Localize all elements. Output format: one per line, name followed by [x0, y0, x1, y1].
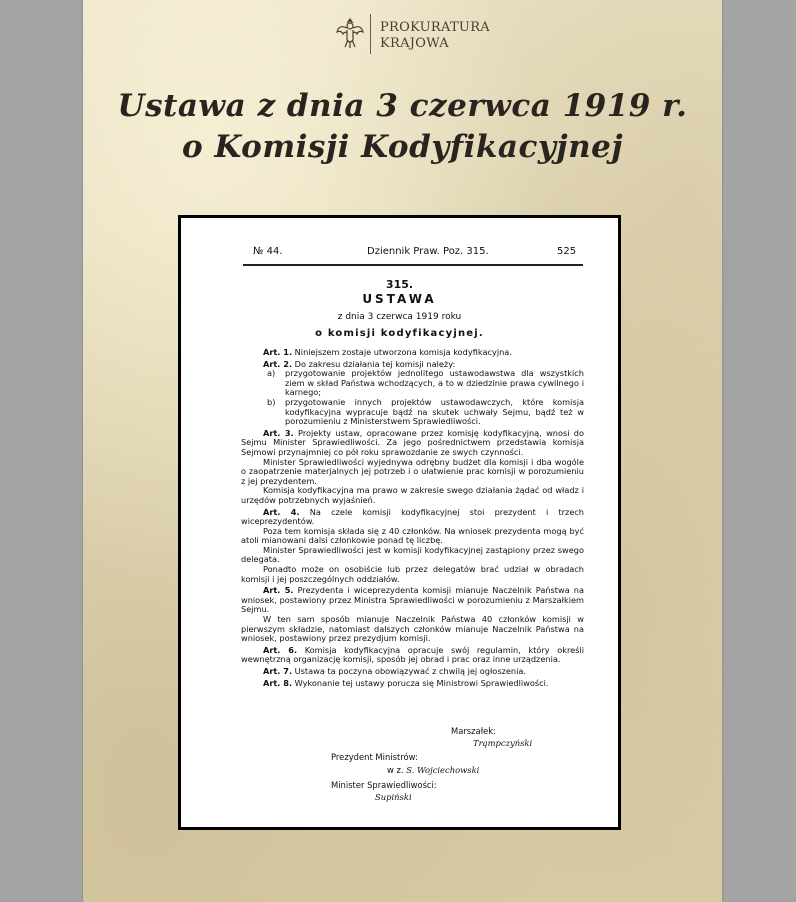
article-label: Art. 1.: [263, 347, 293, 357]
article-text: Ustawa ta poczyna obowiązywać z chwilą jej ogłoszenia.: [294, 666, 527, 676]
page-title-line1: Ustawa z dnia 3 czerwca 1919 r.: [117, 88, 688, 124]
pm-name-prefix: w z.: [387, 765, 404, 775]
list-marker: a): [267, 368, 276, 379]
logo-text-line1: PROKURATURA: [380, 20, 490, 35]
list-item: [241, 398, 584, 427]
page-title-line2: o Komisji Kodyfikacyjnej: [181, 129, 624, 165]
article-label: Art. 6.: [263, 644, 298, 655]
article: [241, 348, 584, 358]
article-text: Wykonanie tej ustawy porucza się Ministrowi Sprawiedliwości.: [294, 677, 549, 688]
article-label: Art. 4.: [263, 506, 300, 517]
article-paragraph: Ponadto może on osobiście lub przez delegatów brać udział w obradach komisji i jej poszczególnych oddziałów.: [241, 564, 584, 584]
article: [241, 679, 584, 689]
document-page: [83, 0, 722, 902]
act-date: z dnia 3 czerwca 1919 roku: [337, 312, 462, 322]
article-label: Art. 7.: [263, 666, 293, 676]
article-paragraph: Minister Sprawiedliwości jest w komisji kodyfikacyjnej zastąpiony przez swego delegata.: [241, 544, 584, 565]
journal-title: Dziennik Praw. Poz. 315.: [367, 246, 489, 257]
list-marker: b): [267, 396, 276, 407]
article-paragraph: Komisja kodyfikacyjna ma prawo w zakresie swego działania żądać od władz i urzędów potrzebnych wyjaśnień.: [241, 485, 584, 505]
eagle-emblem-icon: [335, 16, 365, 50]
prokuratura-logo: [335, 14, 495, 54]
scanned-document: [178, 215, 621, 830]
marshal-title: Marszałek:: [451, 726, 496, 736]
article-text: Projekty ustaw, opracowane przez komisję kodyfikacyjną, wnosi do Sejmu Minister Sprawiedliwości. Za jego pośrednictwem przedstawia komisja Sejmowi przynajmniej co pół roku sprawozdanie ze swych czynności.: [241, 427, 584, 457]
list-text: przygotowanie innych projektów ustawodawczych, które komisja kodyfikacyjna wypracuje bądź na skutek uchwały Sejmu, bądź też w porozumieniu z Ministerstwem Sprawiedliwości.: [285, 396, 584, 427]
pm-name: S. Wojciechowski: [406, 765, 480, 775]
justice-signature: Supiński: [375, 792, 412, 802]
article-label: Art. 5.: [263, 585, 294, 596]
header-rule: [243, 264, 583, 266]
act-body: [241, 346, 584, 688]
pm-signature: [387, 765, 479, 775]
article-label: Art. 2.: [263, 358, 293, 369]
pm-title: Prezydent Ministrów:: [331, 752, 418, 762]
list-text: przygotowanie projektów jednolitego ustawodawstwa dla wszystkich ziem w skład Państwa wchodzących, a to w dziedzinie prawa cywilnego i karnego;: [285, 368, 584, 398]
article-text: Do zakresu działania tej komisji należy:: [294, 358, 456, 369]
article-paragraph: Poza tem komisja składa się z 40 członków. Na wniosek prezydenta mogą być atoli mianowani dalsi członkowie ponad tę liczbę.: [241, 525, 584, 546]
logo-separator: [370, 14, 371, 54]
justice-title: Minister Sprawiedliwości:: [331, 780, 437, 790]
list-item: [241, 369, 584, 398]
article-text: Prezydenta i wiceprezydenta komisji mianuje Naczelnik Państwa na wniosek, postawiony przez Ministra Sprawiedliwości w porozumieniu z Marszałkiem Sejmu.: [241, 585, 585, 615]
journal-page: 525: [557, 246, 577, 257]
journal-number: № 44.: [253, 246, 283, 257]
article: [241, 646, 584, 665]
act-subject: o komisji kodyfikacyjnej.: [315, 328, 484, 339]
act-heading: USTAWA: [362, 292, 437, 306]
position-number: 315.: [385, 278, 414, 291]
article-text: Niniejszem zostaje utworzona komisja kodyfikacyjna.: [294, 347, 512, 357]
article-label: Art. 8.: [263, 677, 293, 688]
article: [241, 586, 584, 615]
article: [241, 429, 584, 458]
article: [241, 508, 584, 527]
article-paragraph: Minister Sprawiedliwości wyjednywa odrębny budżet dla komisji i dba wogóle o zaopatrzenie materjalnych jej potrzeb i o ułatwienie prac komisji w porozumieniu z jej prezydentem.: [241, 456, 584, 486]
marshal-signature: Trąmpczyński: [473, 738, 533, 748]
article-label: Art. 3.: [263, 427, 294, 438]
article: [241, 667, 584, 677]
logo-text-line2: KRAJOWA: [380, 36, 449, 51]
article-text: Na czele komisji kodyfikacyjnej stoi prezydent i trzech wiceprezydentów.: [241, 506, 584, 527]
article-paragraph: W ten sam sposób mianuje Naczelnik Państwa 40 członków komisji w pierwszym składzie, natomiast dalszych członków mianuje Naczelnik Państwa na wniosek, postawiony przez prezydjum komisji.: [241, 614, 584, 644]
article-text: Komisja kodyfikacyjna opracuje swój regulamin, który określi wewnętrzną organizację komisji, sposób jej obrad i prac oraz inne urządzenia.: [241, 644, 584, 665]
